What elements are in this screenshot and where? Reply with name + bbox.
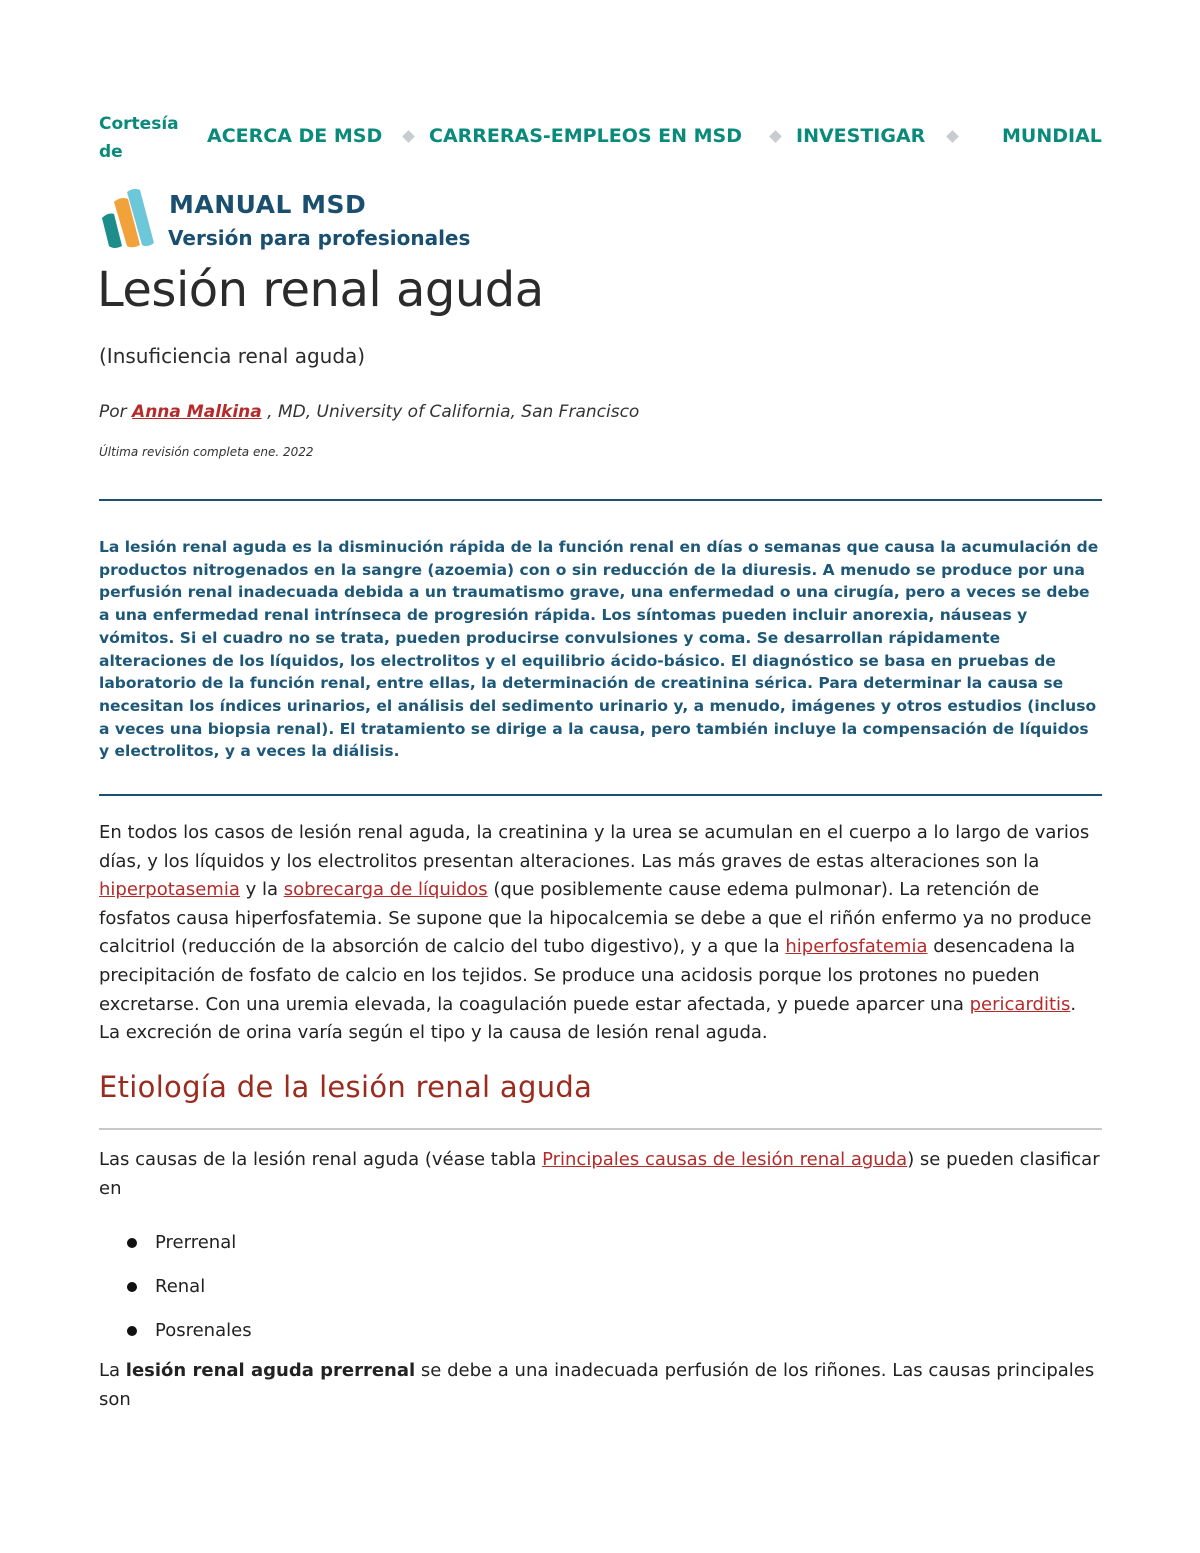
text: (que posiblemente cause edema pulmonar). La retención de fosfatos causa hiperfosfatemia. Se supone que la hipocalcemia se debe a que el riñón enfermo ya no produce calcitriol (reducción de la absorción de calcio del tubo digestivo), y a que la (99, 879, 1092, 958)
text: se debe a una inadecuada perfusión de los riñones. Las causas principales son (99, 1360, 1095, 1410)
nav-separator-icon (946, 130, 959, 143)
text: Las causas de la lesión renal aguda (véase tabla (99, 1149, 543, 1170)
list-item-label: Prerrenal (155, 1232, 237, 1253)
page-subtitle: (Insuficiencia renal aguda) (99, 344, 366, 368)
msd-manual-logo[interactable] (99, 188, 519, 252)
nav-link-global[interactable]: MUNDIAL (1002, 125, 1102, 147)
link-hiperpotasemia[interactable]: hiperpotasemia (99, 879, 240, 901)
text: La (99, 1360, 126, 1381)
list-item (99, 1272, 252, 1316)
text: ) se pueden clasificar en (99, 1149, 1100, 1199)
nav-link-about[interactable]: ACERCA DE MSD (207, 125, 383, 147)
bullet-icon (127, 1282, 137, 1292)
list-item (99, 1316, 252, 1360)
intro-paragraph (99, 819, 1102, 1048)
prerenal-paragraph (99, 1357, 1102, 1414)
byline-affiliation: , MD, University of California, San Francisco (261, 402, 640, 422)
byline (99, 402, 639, 422)
link-causes-table[interactable]: Principales causas de lesión renal aguda (542, 1149, 908, 1170)
nav-separator-icon (769, 130, 782, 143)
revision-date: Última revisión completa ene. 2022 (99, 445, 314, 459)
logo-subtitle: Versión para profesionales (168, 226, 471, 250)
logo-title: MANUAL MSD (169, 190, 367, 219)
summary-paragraph: La lesión renal aguda es la disminución rápida de la función renal en días o semanas que causa la acumulación de productos nitrogenados en la sangre (azoemia) con o sin reducción de la diuresis. A menudo se produce por una perfusión renal inadecuada debida a un traumatismo grave, una enfermedad o una cirugía, pero a veces se debe a una enfermedad renal intrínseca de progresión rápida. Los síntomas pueden incluir anorexia, náuseas y vómitos. Si el cuadro no se trata, pueden producirse convulsiones y coma. Se desarrollan rápidamente alteraciones de los líquidos, los electrolitos y el equilibrio ácido-básico. El diagnóstico se basa en pruebas de laboratorio de la función renal, entre ellas, la determinación de creatinina sérica. Para determinar la causa se necesitan los índices urinarios, el análisis del sedimento urinario y, a menudo, imágenes y otros estudios (incluso a veces una biopsia renal). El tratamiento se dirige a la causa, pero también incluye la compensación de líquidos y electrolitos, y a veces la diálisis. (99, 538, 1099, 761)
nav-link-research[interactable]: INVESTIGAR (796, 125, 926, 147)
author-link[interactable]: Anna Malkina (132, 402, 262, 422)
text: . La excreción de orina varía según el tipo y la causa de lesión renal aguda. (99, 993, 1077, 1044)
page-title: Lesión renal aguda (97, 262, 544, 318)
causes-intro-paragraph (99, 1146, 1102, 1203)
top-nav (99, 108, 1114, 168)
courtesy-label: Cortesía de (99, 114, 179, 162)
bullet-icon (127, 1326, 137, 1336)
list-item-label: Renal (155, 1276, 206, 1297)
link-hiperfosfatemia[interactable]: hiperfosfatemia (785, 936, 928, 958)
link-pericarditis[interactable]: pericarditis (969, 993, 1071, 1015)
bullet-icon (127, 1238, 137, 1248)
msd-logo-icon (99, 188, 157, 250)
section-heading-etiologia: Etiología de la lesión renal aguda (99, 1070, 593, 1104)
nav-link-careers[interactable]: CARRERAS-EMPLEOS EN MSD (429, 125, 742, 147)
text: En todos los casos de lesión renal aguda, la creatinina y la urea se acumulan en el cuerpo a lo largo de varios días, y los líquidos y los electrolitos presentan alteraciones. Las más graves de estas alteraciones son la (99, 822, 1090, 872)
text: y la (239, 879, 284, 901)
nav-separator-icon (402, 130, 415, 143)
list-item (99, 1228, 252, 1272)
list-item-label: Posrenales (155, 1320, 252, 1341)
byline-prefix: Por (99, 402, 133, 422)
causes-list (99, 1228, 252, 1360)
bold-term: lesión renal aguda prerrenal (125, 1360, 416, 1381)
section-divider (99, 1128, 1102, 1130)
summary-top-divider (99, 499, 1102, 501)
text: desencadena la precipitación de fosfato de calcio en los tejidos. Se produce una acidosis porque los protones no pueden excretarse. Con una uremia elevada, la coagulación puede estar afectada, y puede aparcer una (99, 936, 1076, 1015)
summary-bottom-divider (99, 794, 1102, 796)
link-sobrecarga-liquidos[interactable]: sobrecarga de líquidos (283, 879, 488, 901)
